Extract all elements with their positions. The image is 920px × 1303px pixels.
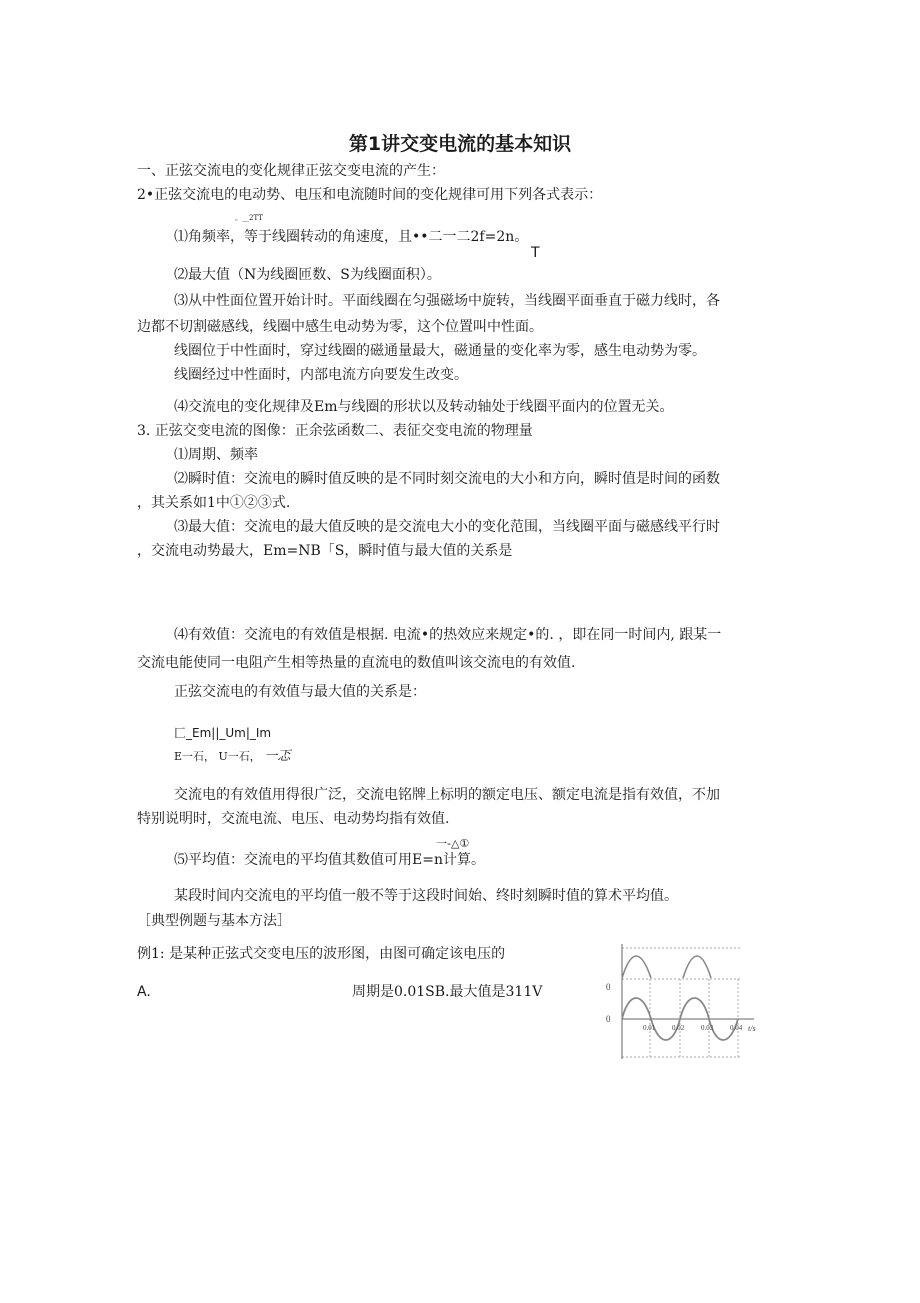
instantaneous-value-line-cont: ，其关系如1中①②③式. [137, 495, 291, 511]
item-3: 3. 正弦交变电流的图像：正余弦函数二、表征交变电流的物理量 [137, 423, 533, 439]
effective-value-line: ⑷有效值：交流电的有效值是根据. 电流•的热效应来规定•的. ，即在同一时间内, 跟某一 [174, 627, 722, 643]
average-note-line: 某段时间内交流电的平均值一般不等于这段时间始、终时刻瞬时值的算术平均值。 [174, 888, 678, 904]
page-title: 第1讲交变电流的基本知识 [348, 133, 572, 155]
neutral-plane-line-cont: 边都不切割磁感线，线圈中感生电动势为零，这个位置叫中性面。 [137, 319, 543, 335]
effective-usage-line: 交流电的有效值用得很广泛，交流电铭牌上标明的额定电压、额定电流是指有效值，不加 [174, 787, 720, 803]
formula-u: U一石， [218, 750, 261, 763]
tick-label: 0.02 [672, 1024, 685, 1032]
formula-row-2 [174, 745, 290, 764]
formula-superscript: 。__2TT [235, 214, 263, 222]
example-1-question: 例1: 是某种正弦式交变电压的波形图，由图可确定该电压的 [137, 946, 506, 962]
max-value-line: ⑵最大值（N为线圈匝数、S为线圈面积）。 [174, 267, 441, 283]
direction-change-line: 线圈经过中性面时，内部电流方向要发生改变。 [174, 367, 468, 383]
instantaneous-value-line: ⑵瞬时值：交流电的瞬时值反映的是不同时刻交流电的大小和方向，瞬时值是时间的函数 [174, 471, 720, 487]
item-2: 2•正弦交流电的电动势、电压和电流随时间的变化规律可用下列各式表示： [137, 187, 603, 203]
axis-label-t: t/s [748, 1024, 756, 1033]
option-a-text: 周期是0.01SB.最大值是311V [352, 984, 543, 1000]
examples-heading: ［典型例题与基本方法］ [137, 913, 291, 929]
effective-max-relation-line: 正弦交流电的有效值与最大值的关系是： [174, 684, 426, 700]
neutral-plane-line: ⑶从中性面位置开始计时。平面线圈在匀强磁场中旋转，当线圈平面垂直于磁力线时，各 [174, 293, 720, 309]
tick-label: 0.03 [701, 1024, 714, 1032]
effective-usage-line-cont: 特别说明时，交流电流、电压、电动势均指有效值. [137, 811, 450, 827]
effective-value-line-cont: 交流电能使同一电阻产生相等热量的直流电的数值叫该交流电的有效值. [137, 655, 576, 671]
section-1-heading: 一、正弦交流电的变化规律正弦交变电流的产生： [137, 163, 445, 179]
formula-i: 一忑 [264, 749, 291, 764]
waveform-figure [596, 940, 776, 1064]
maximum-value-line: ⑶最大值：交流电的最大值反映的是交流电大小的变化范围，当线圈平面与磁感线平行时 [174, 519, 720, 535]
formula-e: E一石， [174, 750, 216, 763]
option-a-label: A. [137, 984, 151, 1000]
maximum-value-line-cont: ，交流电动势最大，Em=NB「S，瞬时值与最大值的关系是 [137, 543, 513, 559]
y-label-top: 0 [606, 982, 611, 992]
y-label-mid: 0 [606, 1014, 611, 1024]
tick-label: 0.04 [730, 1024, 743, 1032]
formula-row-1: 匚_Em||_Um|_Im [174, 726, 272, 740]
variation-law-line: ⑷交流电的变化规律及Em与线圈的形状以及转动轴处于线圈平面内的位置无关。 [174, 399, 674, 415]
formula-period-t: T [531, 245, 540, 261]
average-value-line: ⑸平均值：交流电的平均值其数值可用E=n计算。 [174, 852, 485, 868]
tick-label: 0.01 [643, 1024, 656, 1032]
period-frequency-line: ⑴周期、频率 [174, 447, 258, 463]
flux-line: 线圈位于中性面时，穿过线圈的磁通量最大，磁通量的变化率为零，感生电动势为零。 [174, 343, 706, 359]
upper-wave-humps [622, 956, 711, 978]
average-formula-superscript: 一-△① [436, 837, 470, 850]
angular-frequency-line: ⑴角频率，等于线圈转动的角速度，且••二一二2f=2n。 [174, 229, 529, 245]
